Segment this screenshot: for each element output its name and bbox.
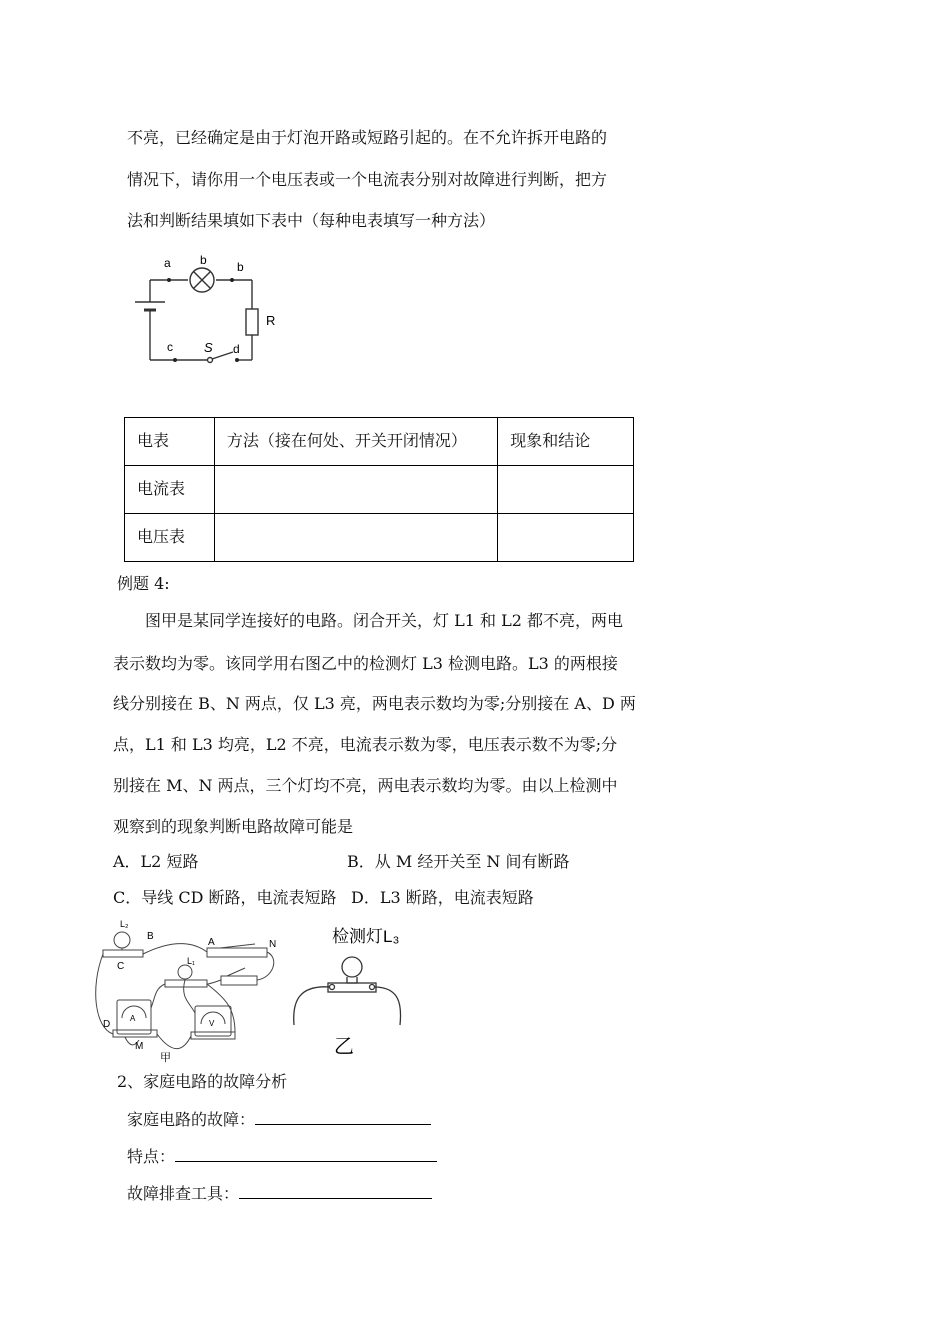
jia-label-l2: L₂ (120, 919, 129, 929)
table-cell-answer[interactable] (498, 514, 634, 562)
meter-fault-table (124, 417, 634, 562)
table-cell: 电压表 (125, 514, 215, 562)
lamp-l1 (178, 965, 192, 979)
figure-yi-title: 检测灯L₃ (332, 927, 400, 946)
answer-blank[interactable] (175, 1145, 437, 1162)
table-cell: 电流表 (125, 466, 215, 514)
jia-label-m: M (135, 1041, 144, 1052)
switch-an (207, 948, 267, 957)
example-line-5: 别接在 M、N 两点，三个灯均不亮，两电表示数均为零。由以上检测中 (113, 776, 618, 795)
example-line-2: 表示数均为零。该同学用右图乙中的检测灯 L3 检测电路。L3 的两根接 (113, 654, 618, 673)
ammeter-symbol: A (130, 1014, 136, 1023)
example-title: 例题 4: (117, 574, 170, 593)
section2-title: 2、家庭电路的故障分析 (117, 1072, 288, 1091)
jia-label-n: N (269, 939, 277, 950)
label-b-right: b (237, 260, 244, 274)
switch-pivot (208, 358, 213, 363)
field-troubleshooting-tools (127, 1182, 432, 1204)
switch-blade (212, 352, 233, 359)
jia-label-d: D (103, 1019, 111, 1030)
label-r: R (266, 313, 276, 328)
example-line-4: 点，L1 和 L3 均亮，L2 不亮，电流表示数为零，电压表示数不为零;分 (113, 735, 618, 754)
figure-jia-circuit (95, 918, 295, 1063)
table-cell-answer[interactable] (214, 466, 497, 514)
table-header-cell: 电表 (125, 418, 215, 466)
field-label: 故障排查工具： (127, 1184, 240, 1203)
jia-label-l1: L₁ (187, 956, 196, 966)
table-row (125, 514, 634, 562)
table-row (125, 466, 634, 514)
figure-yi-caption: 乙 (334, 1036, 354, 1058)
field-label: 特点： (127, 1147, 176, 1166)
table-cell-answer[interactable] (498, 466, 634, 514)
figure-yi-test-lamp (290, 925, 415, 1060)
table-header-row (125, 418, 634, 466)
label-s: S (204, 340, 213, 355)
label-a: a (164, 256, 171, 270)
jia-label-a: A (208, 937, 215, 948)
field-family-circuit-fault (127, 1108, 431, 1130)
label-c: c (167, 340, 173, 354)
resistor-symbol (246, 309, 258, 335)
circuit-diagram-1 (120, 245, 300, 375)
option-d[interactable]: D．L3 断路，电流表短路 (351, 888, 534, 907)
intro-line-1: 不亮，已经确定是由于灯泡开路或短路引起的。在不允许拆开电路的 (127, 128, 608, 147)
example-line-3: 线分别接在 B、N 两点，仅 L3 亮，两电表示数均为零;分别接在 A、D 两 (113, 694, 636, 713)
table-header-cell: 现象和结论 (498, 418, 634, 466)
answer-blank[interactable] (255, 1108, 431, 1125)
example-line-6: 观察到的现象判断电路故障可能是 (113, 817, 354, 836)
table-cell-answer[interactable] (214, 514, 497, 562)
answer-blank[interactable] (239, 1182, 432, 1199)
voltmeter-symbol: V (209, 1019, 215, 1028)
lamp-l3 (342, 957, 362, 977)
field-label: 家庭电路的故障： (127, 1110, 256, 1129)
intro-line-2: 情况下，请你用一个电压表或一个电流表分别对故障进行判断，把方 (127, 170, 608, 189)
lamp-l2 (114, 932, 130, 948)
field-characteristics (127, 1145, 437, 1167)
option-b[interactable]: B．从 M 经开关至 N 间有断路 (347, 852, 570, 871)
table-header-cell: 方法（接在何处、开关开闭情况） (214, 418, 497, 466)
jia-label-c: C (117, 961, 125, 972)
label-b-left: b (200, 253, 207, 267)
option-c[interactable]: C．导线 CD 断路，电流表短路 (113, 888, 337, 907)
example-line-1: 图甲是某同学连接好的电路。闭合开关，灯 L1 和 L2 都不亮，两电 (145, 611, 623, 630)
jia-label-b: B (147, 931, 154, 942)
option-a[interactable]: A．L2 短路 (113, 852, 199, 871)
intro-line-3: 法和判断结果填如下表中（每种电表填写一种方法） (127, 211, 496, 230)
label-d: d (233, 342, 240, 356)
figure-jia-caption: 甲 (160, 1052, 171, 1064)
